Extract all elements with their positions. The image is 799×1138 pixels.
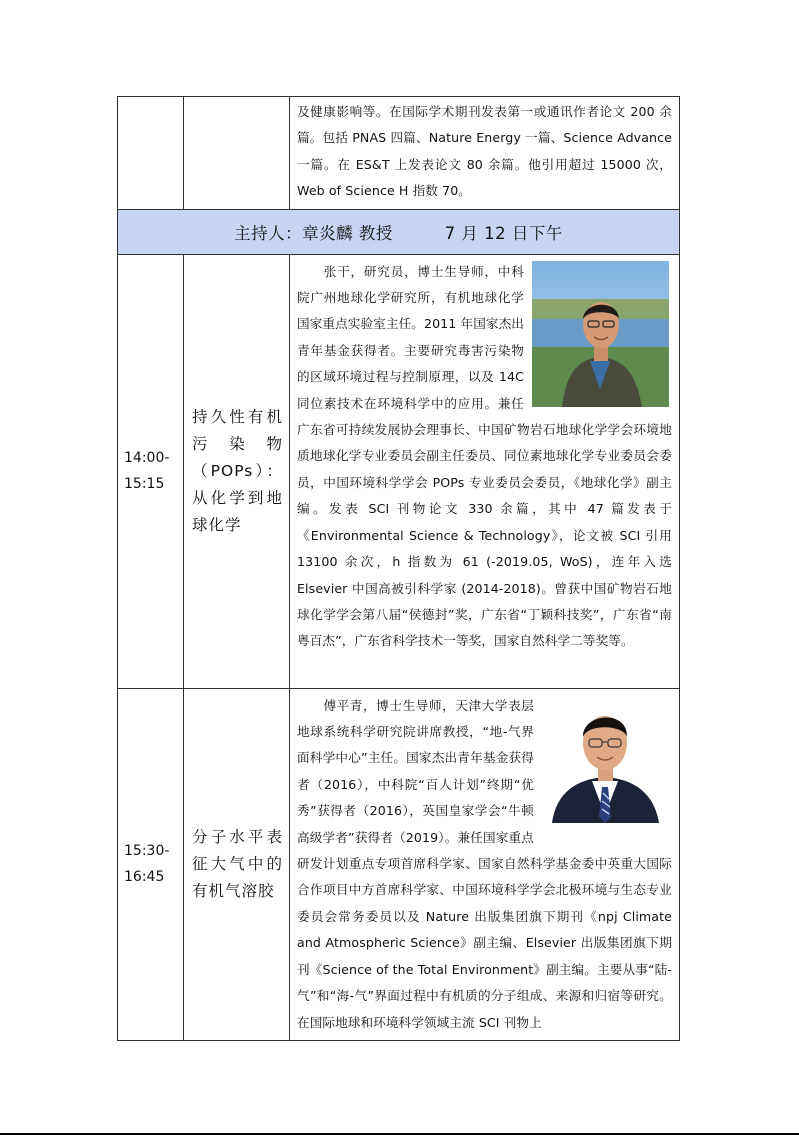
time-cell [118,97,184,210]
bio-block [290,255,679,659]
bio-cell [290,688,680,1040]
time-start: 15:30- [124,843,170,860]
schedule-table [117,96,680,1041]
time-end: 15:15 [124,476,165,493]
bio-text: 傅平青，博士生导师，天津大学表层地球系统科学研究院讲席教授，“地-气界面科学中心”主任。国家杰出青年基金获得者（2016），中科院“百人计划”终期“优秀”获得者（2016），英国皇家学会“牛顿高级学者”获得者（2019）。兼任国家重点研发计划重点专项首席科学家、国家自然科学基金委中英重大国际合作项目中方首席科学家、中国环境科学学会北极环境与生态专业委员会常务委员以及 Nature 出版集团旗下期刊《npj Climate and Atmospheric Science》副主编、Elsevier 出版集团旗下期刊《Science of the Total Environment》副主编。主要从事“陆-气”和“海-气”界面过程中有机质的分子组成、来源和归宿等研究。在国际地球和环境科学领域主流 SCI 刊物上 [297,697,672,1030]
time-cell [118,688,184,1040]
topic-cell [184,97,290,210]
time-end: 16:45 [124,869,165,886]
speaker-photo [542,695,669,823]
time-start: 14:00- [124,450,170,467]
host-row [118,209,680,254]
page-bottom-rule [0,1133,799,1135]
bio-text: 及健康影响等。在国际学术期刊发表第一或通讯作者论文 200 余篇。包括 PNAS 四篇、Nature Energy 一篇、Science Advance 一篇。在 ES&T 上发表论文 80 余篇。他引用超过 15000 次，Web of Science H 指数 70。 [297,104,672,199]
bio-text: 张干，研究员，博士生导师，中科院广州地球化学研究所，有机地球化学国家重点实验室主任。2011 年国家杰出青年基金获得者。主要研究毒害污染物的区域环境过程与控制原理，以及 14C 同位素技术在环境科学中的应用。兼任广东省可持续发展协会理事长、中国矿物岩石地球化学学会环境地质地球化学专业委员会副主任委员、同位素地球化学专业委员会委员，中国环境科学学会 POPs 专业委员会委员，《地球化学》副主编。发表 SCI 刊物论文 330 余篇，其中 47 篇发表于《Environmental Science & Technology》，论文被 SCI 引用 13100 余次，h 指数为 61 (-2019.05, WoS)，连年入选 Elsevier 中国高被引科学家 (2014-2018)。曾获中国矿物岩石地球化学学会第八届“侯德封”奖，广东省“丁颖科技奖”，广东省“南粤百杰”，广东省科学技术一等奖，国家自然科学二等奖等。 [297,263,672,649]
table-row [118,254,680,688]
topic-cell [184,254,290,688]
bio-cell [290,254,680,688]
table-row [118,688,680,1040]
host-text: 主持人：章炎麟 教授 7 月 12 日下午 [234,223,563,243]
bio-block [290,689,679,1040]
table-row [118,97,680,210]
speaker-photo [532,261,669,407]
bio-cell [290,97,680,210]
time-cell [118,254,184,688]
topic-title: 分子水平表征大气中的有机气溶胶 [192,827,283,900]
topic-title: 持久性有机污染物（POPs）：从化学到地球化学 [192,407,283,534]
host-cell [118,209,680,254]
topic-cell [184,688,290,1040]
